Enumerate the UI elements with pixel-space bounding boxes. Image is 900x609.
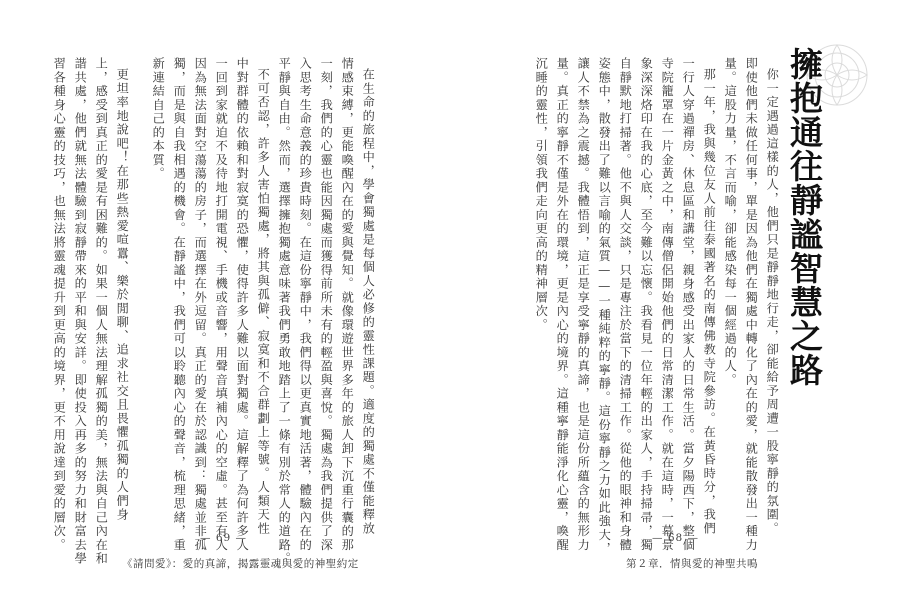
right-text-column: 姿態中，散發出了難以言喻的氣質——一種純粹的寧靜。這份寧靜之力如此強大， bbox=[597, 57, 612, 556]
left-text-column: 獨，而是與自我相遇的機會。在靜謐中，我們可以聆聽內心的聲音，梳理思緒，重 bbox=[172, 57, 187, 552]
chapter-section-title: 擁抱通往靜謐智慧之路 bbox=[785, 47, 824, 387]
right-text-column: 你一定遇過這樣的人，他們只是靜靜地行走，卻能給予周遭一股寧靜的氛圍。 bbox=[765, 68, 780, 536]
left-text-column: 一刻，我們的心靈也能因獨處而獲得前所未有的輕盈與喜悅。獨處為我們提供了深 bbox=[319, 57, 334, 552]
left-text-column: 情感束縛，更能喚醒內在的愛與覺知。就像環遊世界多年的旅人卸下沉重行囊的那 bbox=[340, 57, 355, 552]
right-text-column: 即使他們未做任何事，單是因為他們在獨處中轉化了內在的愛，就能散發出一種力 bbox=[744, 57, 759, 552]
left-text-column: 中對群體的依賴和對寂寞的恐懼，使得許多人難以面對獨處。這解釋了為何許多人 bbox=[235, 57, 250, 552]
left-text-column: 在生命的旅程中，學會獨處是每個人必修的靈性課題。適度的獨處不僅能釋放 bbox=[361, 68, 376, 536]
right-page bbox=[450, 0, 900, 609]
left-text-column: 因為無法面對空蕩蕩的房子，而選擇在外逗留。真正的愛在於認識到：獨處並非孤 bbox=[193, 57, 208, 552]
left-text-column: 一回到家就迫不及待地打開電視、手機或音響，用聲音填補內心的空虛。甚至有人 bbox=[214, 57, 229, 552]
right-text-column: 那一年，我與幾位友人前往泰國著名的南傳佛教寺院參訪。在黃昏時分，我們 bbox=[702, 68, 717, 536]
right-text-column: 沉睡的靈性，引領我們走向更高的精神層次。 bbox=[534, 57, 549, 332]
left-text-column: 更坦率地說吧！在那些熱愛喧囂、樂於閒聊、追求社交且畏懼孤獨的人們身 bbox=[115, 68, 130, 522]
left-text-column: 上，感受到真正的愛是有困難的。如果一個人無法理解孤獨的美，無法與自己內在和 bbox=[94, 57, 109, 566]
right-text-column: 自靜默地打掃著。他不與人交談，只是專注於當下的清掃工作。從他的眼神和身體 bbox=[618, 57, 633, 552]
left-text-column: 不可否認，許多人害怕獨處，將其與孤僻、寂寞和不合群劃上等號。人類天性 bbox=[256, 68, 271, 536]
left-text-column: 諧共處，他們就無法體驗到寂靜帶來的平和與安詳。即使投入再多的努力和財富去學 bbox=[73, 57, 88, 566]
right-text-column: 量。真正的寧靜不僅是外在的環境，更是內心的境界。這種寧靜能淨化心靈，喚醒 bbox=[555, 57, 570, 552]
right-text-column: 象深深烙印在我的心底，至今難以忘懷。我看見一位年輕的出家人，手持掃帚，獨 bbox=[639, 57, 654, 552]
running-footer: 《請問愛》：愛的真諦，揭露靈魂與愛的神聖約定 bbox=[122, 558, 359, 570]
left-text-column: 新連結自己的本質。 bbox=[151, 57, 166, 181]
page-number: — 68 — bbox=[652, 532, 700, 544]
running-footer: 第２章．情與愛的神聖共鳴 bbox=[626, 558, 758, 570]
right-text-column: 讓人不禁為之震撼。我體悟到，這正是享受寧靜的真諦，也是這份所蘊含的無形力 bbox=[576, 57, 591, 552]
right-text-column: 寺院籠罩在一片金黃之中，南傳僧侶開始他們的日常清潔工作。就在這時，一幕景 bbox=[660, 57, 675, 552]
page-number: — 69 — bbox=[200, 532, 248, 544]
right-text-column: 一行人穿過禪房、休息區和講堂，親身感受出家人的日常生活。當夕陽西下，整個 bbox=[681, 57, 696, 552]
left-text-column: 入思考生命意義的珍貴時刻。在這份寧靜中，我們得以更真實地活著，體驗內在的 bbox=[298, 57, 313, 552]
right-text-column: 量。這股力量，不言而喻，卻能感染每一個經過的人。 bbox=[723, 57, 738, 387]
left-text-column: 習各種身心靈的技巧，也無法將靈魂提升到更高的境界，更不用說達到愛的層次。 bbox=[52, 57, 67, 552]
left-text-column: 平靜與自由。然而，選擇擁抱獨處意味著我們勇敢地踏上了一條有別於常人的道路。 bbox=[277, 57, 292, 566]
